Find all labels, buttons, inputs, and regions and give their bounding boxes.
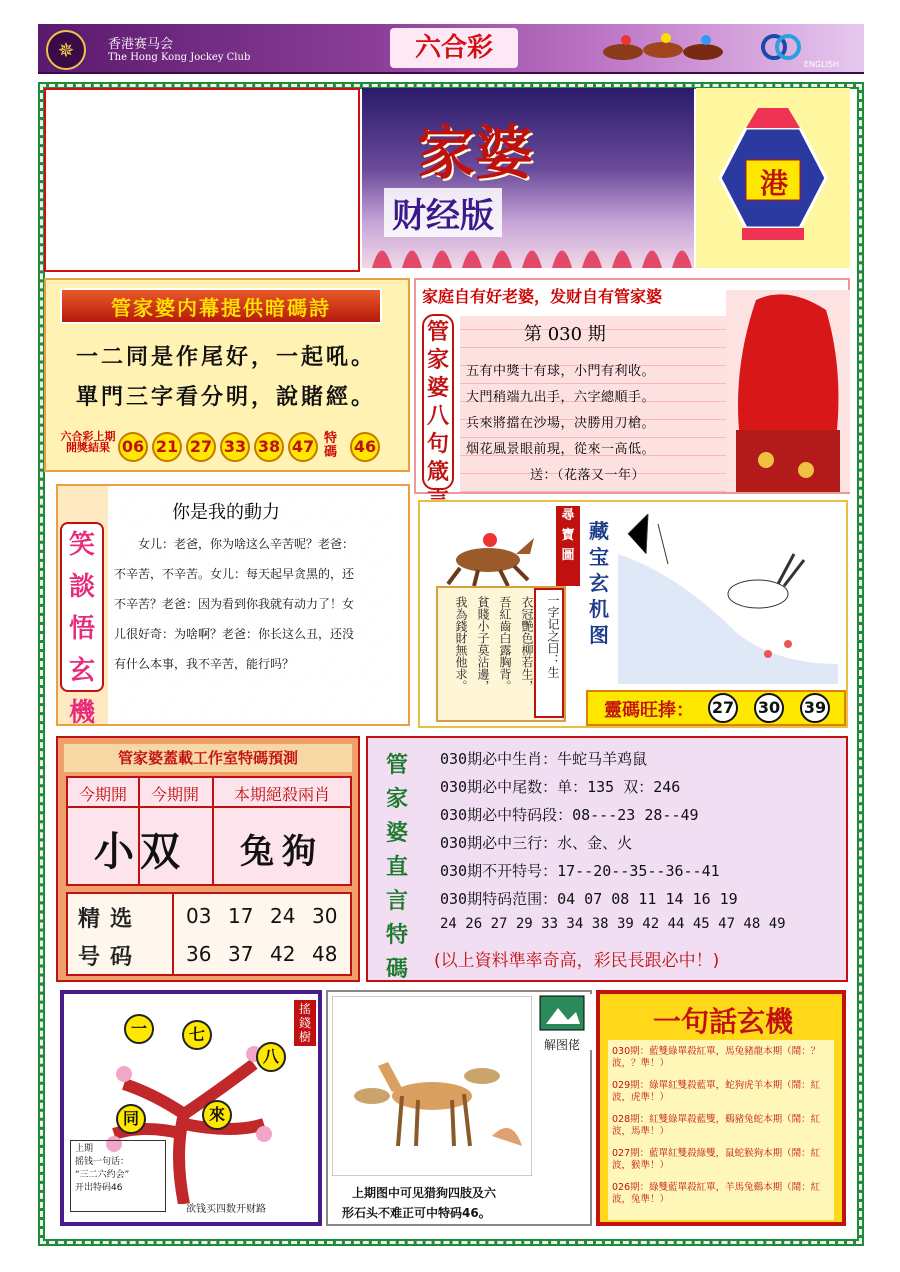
- result-ball: 21: [152, 432, 182, 462]
- header-bar: [38, 24, 864, 74]
- treasure-picture: [584, 504, 844, 688]
- jie-tu-label: 解图佬: [543, 1038, 580, 1052]
- poem-panel: [44, 278, 410, 472]
- tree-note-line: 上期: [75, 1144, 94, 1154]
- lantern-char: 港: [760, 167, 789, 200]
- eight-line: 大門稍端九出手，六字總順手。: [466, 390, 656, 405]
- treasure-side-title: 藏宝玄机图: [589, 519, 609, 647]
- selected-number: 48: [312, 942, 338, 966]
- riddle-line: 026期：綠雙藍單殺紅單，羊馬兔鷄本期（鬧：紅波，兔準！）: [612, 1182, 821, 1205]
- riddle-hint: 一字记之曰：生: [534, 588, 564, 718]
- joke-panel: [56, 484, 410, 726]
- eight-headline: 家庭自有好老婆，发财自有管家婆: [422, 287, 663, 306]
- pic-caption-2: 形石头不难正可中特码46。: [342, 1206, 491, 1220]
- scroll-column: 我為錢財無他求。: [454, 596, 468, 692]
- last-result-row: [60, 430, 404, 466]
- joke-text-area: [114, 494, 404, 720]
- joke-title: 你是我的動力: [172, 502, 280, 523]
- result-ball: 47: [288, 432, 318, 462]
- lucky-numbers-label: 靈碼旺捧：: [604, 700, 694, 721]
- direct-tips-panel: [366, 736, 848, 982]
- lottery-title: 六合彩: [390, 28, 518, 68]
- tree-char: 八: [256, 1042, 286, 1072]
- riddle-line: 028期：紅雙綠單殺藍雙，鷄豬兔蛇本期（鬧：紅波，馬準！）: [612, 1114, 821, 1137]
- special-label: 特碼: [324, 431, 338, 460]
- eight-side-title: 管家婆八句箴: [422, 314, 454, 490]
- tip-line: 030期必中三行：水、金、火: [440, 834, 633, 852]
- pred-header: 今期開: [78, 785, 127, 804]
- riddle-line: 030期：藍雙綠單殺紅單，馬兔豬龍本期（鬧：？波，？準！）: [612, 1046, 821, 1069]
- lucky-number: 27: [708, 693, 738, 723]
- riddle-line: 029期：綠單紅雙殺藍單，蛇狗虎羊本期（鬧：紅波，虎準！）: [612, 1080, 821, 1103]
- tree-note-line: 开出特码46: [75, 1183, 123, 1193]
- picture-icon: [532, 994, 592, 1032]
- joke-line: 有什么本事，我不辛苦，能行吗？: [114, 657, 295, 671]
- treasure-map-label: 尋寶圖: [556, 506, 580, 586]
- pred-kill-zodiac: 兔狗: [240, 832, 324, 872]
- eight-verse-panel: [414, 278, 850, 494]
- selected-number: 36: [186, 942, 212, 966]
- joke-line: 女儿：老爸，你为啥这么辛苦呢？老爸：: [138, 537, 355, 551]
- result-ball: 06: [118, 432, 148, 462]
- one-sentence-panel: [596, 990, 846, 1226]
- tree-char: 一: [124, 1014, 154, 1044]
- money-tree-tag: 搖錢樹: [294, 1000, 316, 1046]
- pic-caption-1: 上期图中可见猎狗四肢及六: [352, 1186, 497, 1200]
- result-ball: 38: [254, 432, 284, 462]
- result-ball: 33: [220, 432, 250, 462]
- prediction-table: [66, 776, 352, 886]
- special-ball: 46: [350, 432, 380, 462]
- bride-icon: [726, 290, 850, 492]
- lucky-number: 39: [800, 693, 830, 723]
- poem-line-1: 一二同是作尾好，一起吼。: [76, 344, 377, 370]
- eight-line: 送：（花落又一年）: [530, 468, 646, 483]
- language-logo-icon[interactable]: [758, 32, 804, 62]
- lucky-number: 30: [754, 693, 784, 723]
- selected-number: 17: [228, 904, 254, 928]
- banner-title: 家婆: [417, 119, 534, 187]
- money-tree-panel: [60, 990, 322, 1226]
- pred-header: 今期開: [150, 785, 199, 804]
- joke-line: 不辛苦？老爸：因为看到你我就有动力了！女: [114, 597, 355, 611]
- pred-small-double: 小双: [94, 829, 186, 875]
- selected-label-1: 精选: [78, 906, 143, 932]
- dog-deer-picture-icon: [332, 996, 532, 1176]
- joke-line: 不辛苦，不辛苦。女儿：每天起早贪黑的，还: [114, 567, 355, 581]
- selected-number: 42: [270, 942, 296, 966]
- tip-line: 030期必中特码段：08---23 28--49: [440, 806, 699, 824]
- treasure-panel: [418, 500, 848, 728]
- joke-line: 儿很好奇：为啥啊？老爸：你长这么丑，还没: [114, 627, 355, 641]
- one-sentence-title: 一句話玄機: [652, 1005, 793, 1038]
- direct-side-title: 管家婆直言特碼: [385, 752, 408, 982]
- title-banner: [362, 88, 694, 268]
- jie-tu-badge: [532, 994, 592, 1050]
- issue-number: 第 030 期: [524, 324, 606, 345]
- scroll-column: 吾紅齒白露胸背。: [498, 596, 512, 692]
- org-name-cn: 香港赛马会: [108, 37, 174, 52]
- direct-note: (以上資料準率奇高，彩民長跟必中！): [434, 951, 720, 971]
- prediction-title: 管家婆蓋載工作室特碼預測: [64, 744, 352, 772]
- divider: [68, 806, 350, 808]
- divider: [172, 894, 174, 974]
- tip-line: 030期不开特号：17--20--35--36--41: [440, 862, 720, 880]
- eight-line: 烟花風景眼前現，從來一高低。: [466, 442, 656, 457]
- selected-number: 30: [312, 904, 338, 928]
- tree-char: 七: [182, 1020, 212, 1050]
- tree-note-line: 摇钱一句话：: [75, 1157, 130, 1167]
- joke-side-title: 笑談悟玄機: [60, 522, 104, 692]
- tree-bottom-text: 欲钱买四数开财路: [186, 1204, 266, 1215]
- poem-title: 管家婆内幕提供暗碼詩: [60, 288, 382, 324]
- scroll-column: 衣冠艷色柳若生，: [520, 596, 534, 692]
- blank-box: [44, 88, 360, 272]
- tip-line: 24 26 27 29 33 34 38 39 42 44 45 47 48 49: [440, 916, 786, 932]
- one-sentence-list: [608, 1040, 834, 1220]
- org-name-en: The Hong Kong Jockey Club: [108, 52, 251, 63]
- lantern-emblem: [696, 88, 850, 268]
- tree-note: [70, 1140, 166, 1212]
- tip-line: 030期必中生肖：牛蛇马羊鸡鼠: [440, 750, 648, 768]
- eight-verse-grid: [460, 316, 730, 492]
- eight-line: 五有中獎十有球，小門有利收。: [466, 364, 656, 379]
- banner-subtitle: 财经版: [384, 188, 502, 237]
- tree-note-line: “三二六约会”: [75, 1170, 130, 1180]
- lucky-numbers-bar: [586, 690, 846, 726]
- selected-label-2: 号码: [78, 944, 143, 970]
- last-result-label: 六合彩上期開獎結果: [60, 430, 116, 454]
- tip-line: 030期特码范围：04 07 08 11 14 16 19: [440, 890, 738, 908]
- tip-line: 030期必中尾数：单：135 双：246: [440, 778, 681, 796]
- divider: [212, 778, 214, 806]
- tree-char: 來: [202, 1100, 232, 1130]
- racing-horses-icon: [598, 28, 728, 70]
- jockey-club-logo-icon[interactable]: ✵: [46, 30, 86, 70]
- selected-number: 24: [270, 904, 296, 928]
- prediction-panel: [56, 736, 360, 982]
- selected-number: 03: [186, 904, 212, 928]
- racehorse-icon: [438, 520, 538, 590]
- result-ball: 27: [186, 432, 216, 462]
- selected-numbers-box: [66, 892, 352, 976]
- lotus-icon: [362, 228, 694, 268]
- poem-line-2: 單門三字看分明，說賭經。: [76, 384, 377, 410]
- riddle-line: 027期：藍單紅雙殺綠雙，鼠蛇猴狗本期（鬧：紅波，猴準！）: [612, 1148, 821, 1171]
- tree-char: 同: [116, 1104, 146, 1134]
- eight-line: 兵來將擋在沙場，决勝用刀槍。: [466, 416, 656, 431]
- selected-number: 37: [228, 942, 254, 966]
- joke-side: [58, 486, 108, 728]
- english-link[interactable]: ENGLISH: [804, 60, 840, 69]
- pred-header: 本期絕殺兩肖: [233, 785, 330, 804]
- scroll-column: 貧賤小子莫沾邊，: [476, 596, 490, 692]
- rabbit-landscape-icon: [618, 514, 838, 684]
